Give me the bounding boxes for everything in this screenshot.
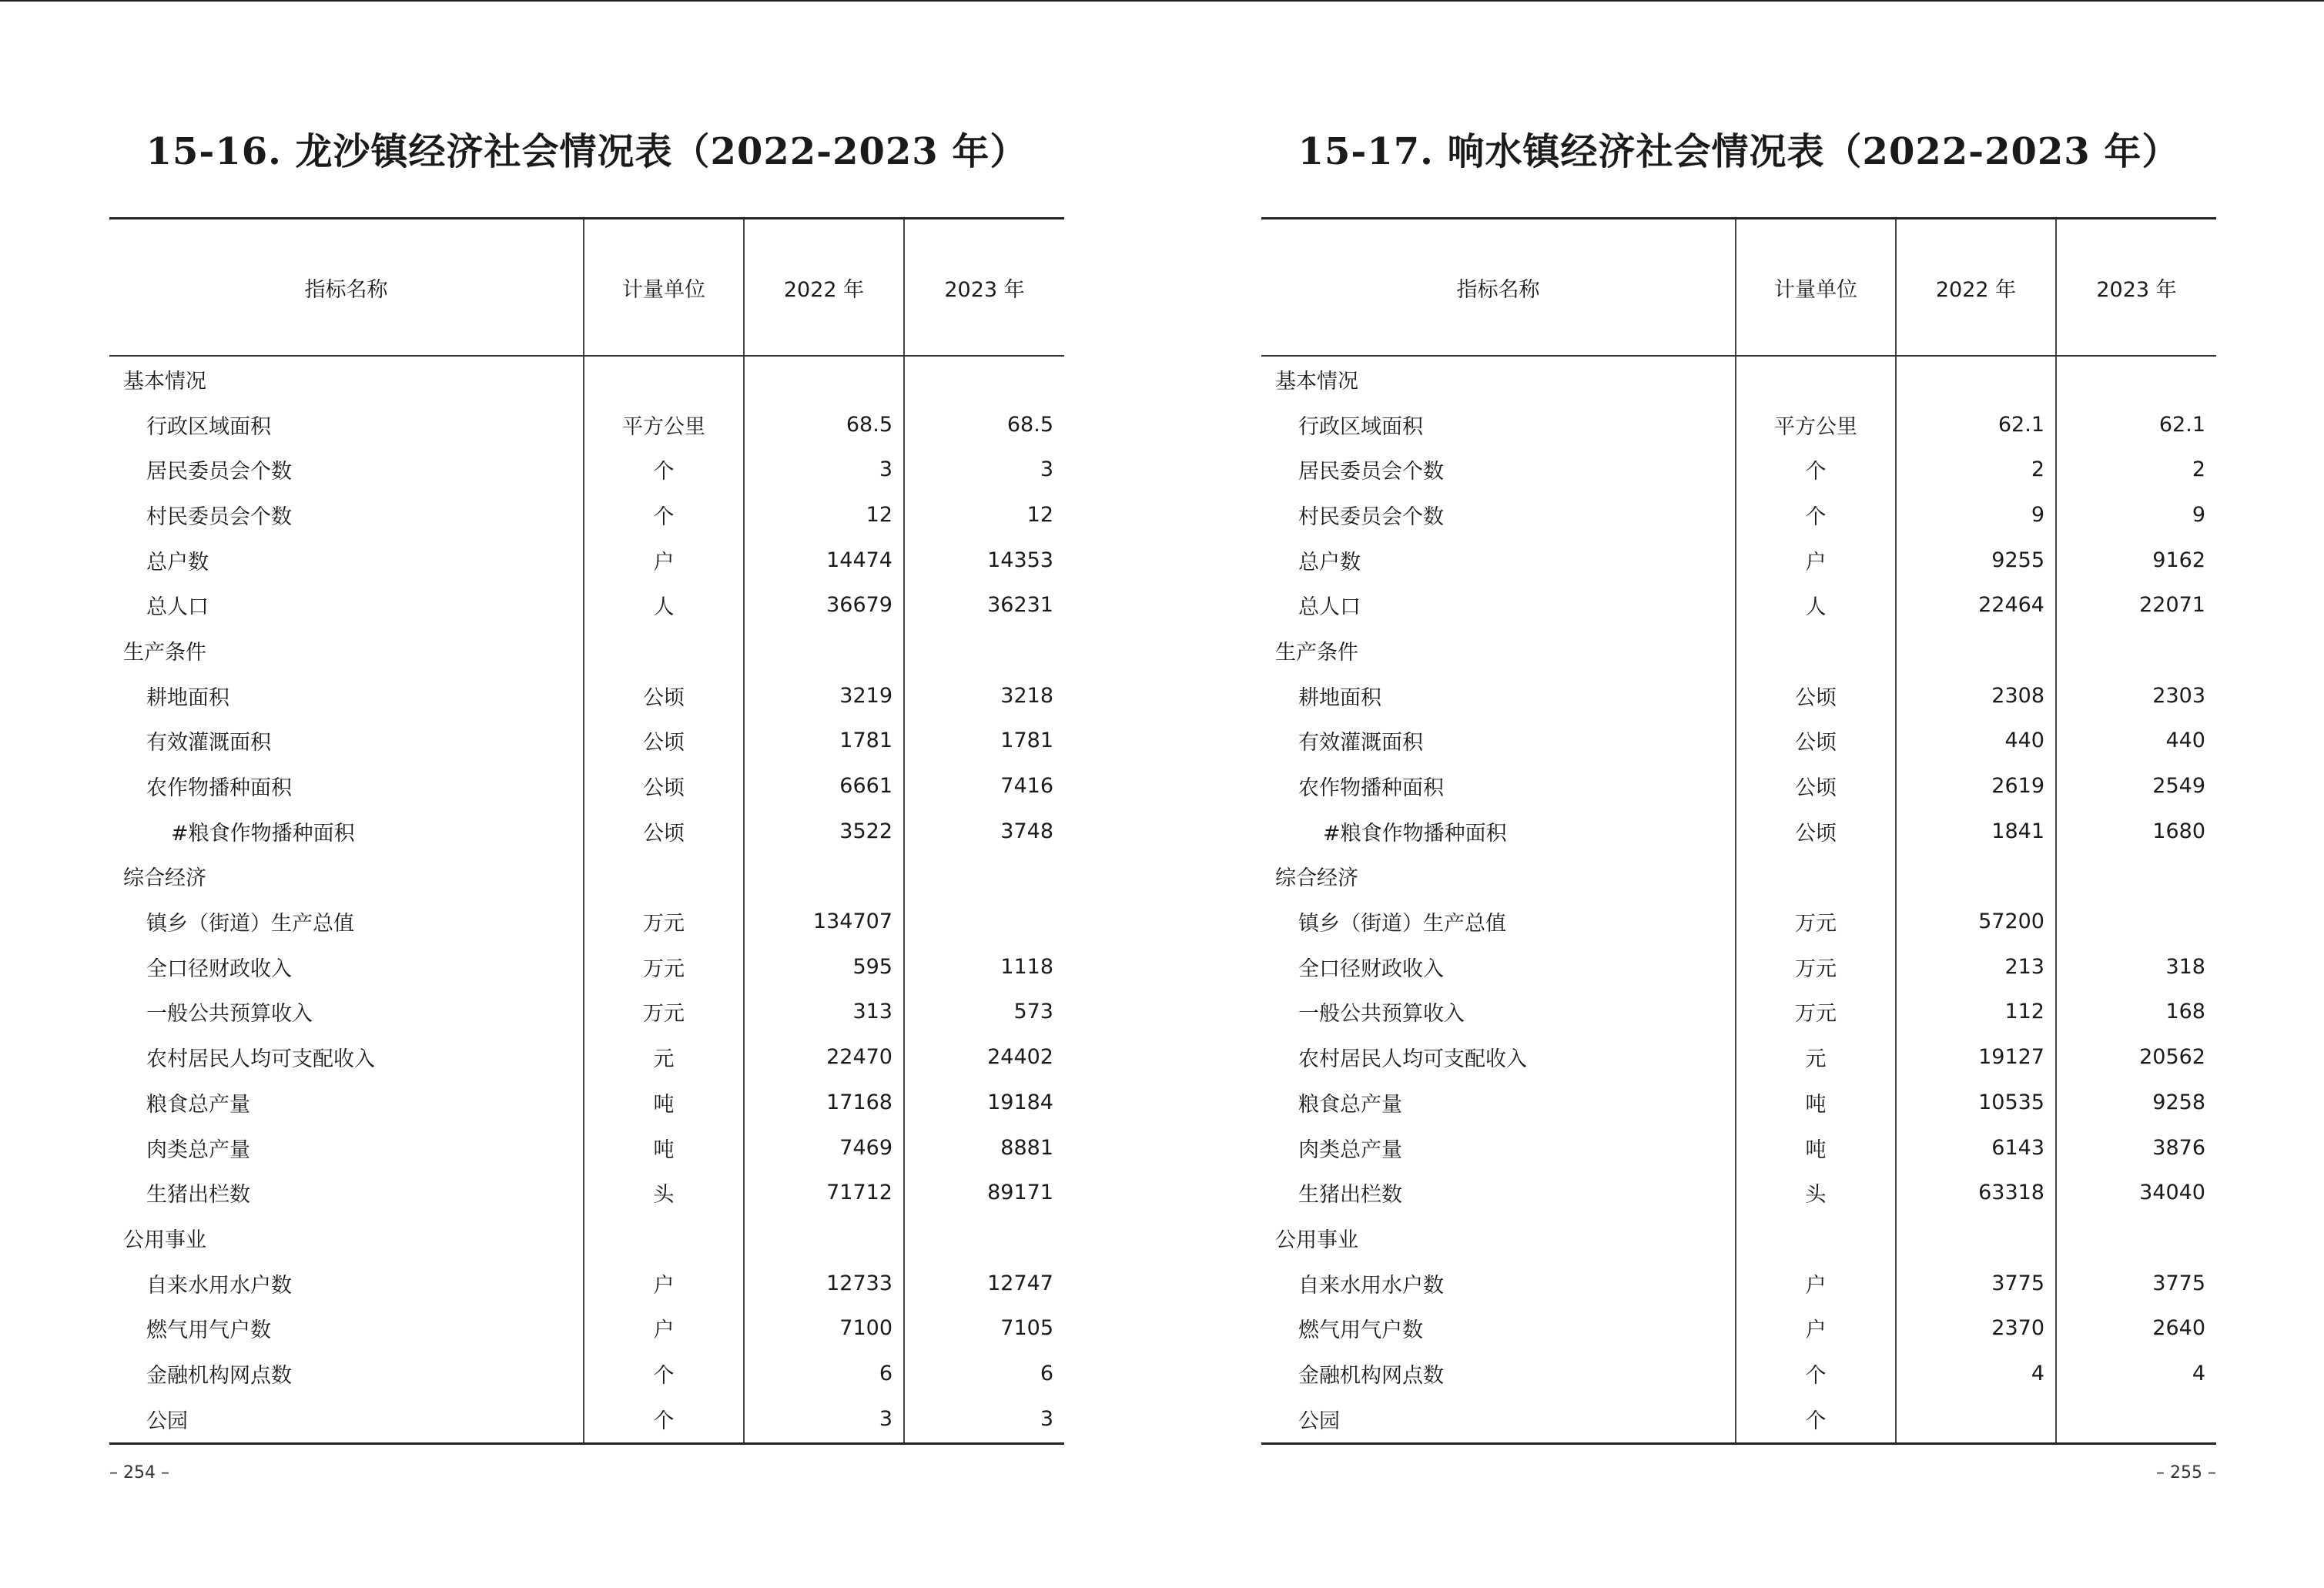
row-unit: 万元	[584, 899, 744, 944]
row-2022	[1896, 854, 2056, 900]
row-2023	[2056, 854, 2216, 900]
row-2023: 89171	[904, 1170, 1064, 1215]
table-row	[1261, 1080, 2216, 1125]
row-2022: 3219	[744, 673, 904, 719]
row-name: 基本情况	[1275, 369, 1358, 394]
table-row	[1261, 582, 2216, 628]
row-2022: 134707	[744, 899, 904, 944]
page-number: – 255 –	[2156, 1463, 2216, 1482]
row-name: 农村居民人均可支配收入	[146, 1047, 375, 1072]
row-name: 金融机构网点数	[146, 1363, 292, 1388]
row-name: 居民委员会个数	[146, 460, 292, 484]
row-2023: 2549	[2056, 763, 2216, 809]
row-2022: 9	[1896, 492, 2056, 538]
row-2022: 12733	[744, 1261, 904, 1306]
row-2022	[1896, 628, 2056, 673]
row-unit: 个	[584, 447, 744, 492]
row-2022: 14474	[744, 538, 904, 583]
table-row	[1261, 719, 2216, 764]
row-2022: 57200	[1896, 899, 2056, 944]
row-2022: 22464	[1896, 582, 2056, 628]
row-name: 行政区域面积	[146, 414, 271, 439]
row-name: 一般公共预算收入	[146, 1002, 313, 1027]
table-row	[1261, 356, 2216, 402]
row-2023: 2	[2056, 447, 2216, 492]
row-2022: 10535	[1896, 1080, 2056, 1125]
row-unit	[1736, 356, 1896, 402]
row-unit: 万元	[1736, 899, 1896, 944]
row-2023: 6	[904, 1351, 1064, 1396]
row-2022: 63318	[1896, 1170, 2056, 1215]
table-row	[109, 1080, 1064, 1125]
row-name: 自来水用水户数	[1298, 1273, 1444, 1298]
row-name: 行政区域面积	[1298, 414, 1423, 439]
row-unit: 人	[1736, 582, 1896, 628]
row-2023: 440	[2056, 719, 2216, 764]
row-unit: 户	[1736, 538, 1896, 583]
row-2023: 62.1	[2056, 402, 2216, 447]
row-2022: 9255	[1896, 538, 2056, 583]
table-row	[109, 763, 1064, 809]
table-row	[109, 1215, 1064, 1261]
row-2023: 9	[2056, 492, 2216, 538]
row-2023	[2056, 899, 2216, 944]
row-unit: 个	[1736, 1396, 1896, 1444]
table-row	[1261, 447, 2216, 492]
row-2022: 3	[744, 447, 904, 492]
row-name: 农作物播种面积	[1298, 776, 1444, 801]
row-name: 肉类总产量	[1298, 1137, 1402, 1162]
table-row	[109, 628, 1064, 673]
row-name: 公用事业	[1275, 1228, 1358, 1252]
row-unit: 个	[584, 1396, 744, 1444]
table-row	[1261, 809, 2216, 854]
table-row	[109, 854, 1064, 900]
table-row	[1261, 492, 2216, 538]
row-2022	[1896, 356, 2056, 402]
row-name: 全口径财政收入	[146, 956, 292, 981]
left-page	[109, 0, 1064, 1540]
row-2022	[744, 1215, 904, 1261]
row-2022: 3	[744, 1396, 904, 1444]
table-row	[109, 1396, 1064, 1444]
row-name: 农村居民人均可支配收入	[1298, 1047, 1527, 1072]
row-2022	[1896, 1215, 2056, 1261]
row-2022: 22470	[744, 1034, 904, 1080]
row-2023: 20562	[2056, 1034, 2216, 1080]
row-name: 一般公共预算收入	[1298, 1002, 1465, 1027]
table-row	[1261, 538, 2216, 583]
row-name: 有效灌溉面积	[146, 731, 271, 755]
header-name: 指标名称	[1261, 219, 1736, 357]
row-2023	[904, 1215, 1064, 1261]
row-unit: 户	[584, 1305, 744, 1351]
row-2023: 2640	[2056, 1305, 2216, 1351]
row-2023: 2303	[2056, 673, 2216, 719]
table-row	[109, 990, 1064, 1035]
row-name: 镇乡（街道）生产总值	[146, 912, 354, 936]
header-2023: 2023 年	[904, 219, 1064, 357]
row-unit: 户	[584, 538, 744, 583]
table-row	[1261, 1170, 2216, 1215]
row-unit: 平方公里	[584, 402, 744, 447]
row-2023: 4	[2056, 1351, 2216, 1396]
row-2023: 34040	[2056, 1170, 2216, 1215]
row-2023: 24402	[904, 1034, 1064, 1080]
header-2023: 2023 年	[2056, 219, 2216, 357]
row-2023: 68.5	[904, 402, 1064, 447]
row-name: 生产条件	[123, 640, 206, 665]
row-name: 村民委员会个数	[1298, 504, 1444, 529]
row-2022: 7100	[744, 1305, 904, 1351]
row-unit: 吨	[584, 1080, 744, 1125]
row-2022: 3775	[1896, 1261, 2056, 1306]
row-unit: 个	[1736, 447, 1896, 492]
row-2022: 4	[1896, 1351, 2056, 1396]
row-unit	[584, 854, 744, 900]
row-2023	[2056, 628, 2216, 673]
row-unit: 公顷	[584, 719, 744, 764]
row-unit: 个	[584, 1351, 744, 1396]
row-unit: 公顷	[1736, 809, 1896, 854]
row-2023: 1118	[904, 944, 1064, 990]
table-header-row	[1261, 219, 2216, 357]
row-name: 总人口	[146, 595, 209, 620]
row-unit: 公顷	[584, 809, 744, 854]
row-2023	[904, 356, 1064, 402]
row-2023	[904, 899, 1064, 944]
row-2023: 9162	[2056, 538, 2216, 583]
row-2022: 2370	[1896, 1305, 2056, 1351]
row-name: 粮食总产量	[146, 1092, 250, 1117]
row-2022: 595	[744, 944, 904, 990]
row-2022: 2619	[1896, 763, 2056, 809]
row-2022: 213	[1896, 944, 2056, 990]
row-2022: 112	[1896, 990, 2056, 1035]
row-unit: 户	[1736, 1305, 1896, 1351]
row-2023: 14353	[904, 538, 1064, 583]
row-unit: 公顷	[1736, 719, 1896, 764]
row-2023: 168	[2056, 990, 2216, 1035]
row-2022: 71712	[744, 1170, 904, 1215]
row-unit: 人	[584, 582, 744, 628]
row-unit: 头	[1736, 1170, 1896, 1215]
row-unit	[584, 628, 744, 673]
row-2023	[904, 854, 1064, 900]
row-2023	[904, 628, 1064, 673]
row-2022: 440	[1896, 719, 2056, 764]
table-row	[1261, 1261, 2216, 1306]
table-row	[1261, 763, 2216, 809]
row-name: 全口径财政收入	[1298, 956, 1444, 981]
row-unit	[1736, 628, 1896, 673]
row-name: 耕地面积	[146, 685, 229, 710]
row-name: #粮食作物播种面积	[1323, 821, 1507, 846]
table-row	[109, 1125, 1064, 1171]
row-unit: 元	[1736, 1034, 1896, 1080]
table-row	[1261, 1125, 2216, 1171]
header-unit: 计量单位	[584, 219, 744, 357]
row-2022: 1781	[744, 719, 904, 764]
row-unit: 公顷	[1736, 763, 1896, 809]
row-name: 公园	[146, 1409, 188, 1434]
row-unit: 个	[1736, 492, 1896, 538]
row-name: 总户数	[146, 550, 209, 575]
row-unit: 万元	[584, 944, 744, 990]
row-name: 公园	[1298, 1409, 1340, 1434]
table-row	[109, 447, 1064, 492]
row-2022: 1841	[1896, 809, 2056, 854]
row-2023: 12747	[904, 1261, 1064, 1306]
row-unit: 吨	[1736, 1080, 1896, 1125]
row-2022	[744, 854, 904, 900]
table-row	[1261, 673, 2216, 719]
row-unit	[1736, 1215, 1896, 1261]
row-name: 镇乡（街道）生产总值	[1298, 912, 1506, 936]
row-unit: 户	[584, 1261, 744, 1306]
table-row	[1261, 1305, 2216, 1351]
row-2023: 3218	[904, 673, 1064, 719]
right-page	[1261, 0, 2216, 1540]
row-2022: 12	[744, 492, 904, 538]
row-2022: 68.5	[744, 402, 904, 447]
table-row	[109, 673, 1064, 719]
row-unit: 公顷	[584, 763, 744, 809]
row-unit: 平方公里	[1736, 402, 1896, 447]
table-row	[1261, 854, 2216, 900]
table-row	[1261, 1351, 2216, 1396]
table-row	[109, 538, 1064, 583]
row-2022: 17168	[744, 1080, 904, 1125]
table-row	[109, 582, 1064, 628]
row-2023	[2056, 1215, 2216, 1261]
row-2022	[744, 356, 904, 402]
header-unit: 计量单位	[1736, 219, 1896, 357]
row-name: 自来水用水户数	[146, 1273, 292, 1298]
row-unit: 个	[1736, 1351, 1896, 1396]
row-unit: 万元	[1736, 944, 1896, 990]
row-unit: 公顷	[584, 673, 744, 719]
table-row	[1261, 990, 2216, 1035]
table-header-row	[109, 219, 1064, 357]
table-row	[1261, 402, 2216, 447]
row-name: 总人口	[1298, 595, 1361, 620]
row-name: 粮食总产量	[1298, 1092, 1402, 1117]
row-2022: 62.1	[1896, 402, 2056, 447]
row-name: 农作物播种面积	[146, 776, 292, 801]
row-unit: 元	[584, 1034, 744, 1080]
table-row	[109, 492, 1064, 538]
row-name: 公用事业	[123, 1228, 206, 1252]
table-row	[109, 1170, 1064, 1215]
row-2022: 7469	[744, 1125, 904, 1171]
row-name: 基本情况	[123, 369, 206, 394]
row-unit	[584, 356, 744, 402]
table-row	[109, 1034, 1064, 1080]
row-2023	[2056, 1396, 2216, 1444]
page-title: 15-17. 响水镇经济社会情况表（2022-2023 年）	[1298, 130, 2180, 173]
row-2023: 7416	[904, 763, 1064, 809]
row-unit: 吨	[584, 1125, 744, 1171]
row-unit	[1736, 854, 1896, 900]
table-row	[109, 1305, 1064, 1351]
row-2023: 12	[904, 492, 1064, 538]
table-row	[1261, 944, 2216, 990]
table-row	[1261, 1034, 2216, 1080]
row-2023: 8881	[904, 1125, 1064, 1171]
page-title: 15-16. 龙沙镇经济社会情况表（2022-2023 年）	[146, 130, 1028, 173]
row-2023: 573	[904, 990, 1064, 1035]
row-2022	[1896, 1396, 2056, 1444]
row-name: 金融机构网点数	[1298, 1363, 1444, 1388]
row-2022: 6143	[1896, 1125, 2056, 1171]
table-row	[109, 1261, 1064, 1306]
row-unit: 吨	[1736, 1125, 1896, 1171]
row-2022: 2	[1896, 447, 2056, 492]
row-2023: 7105	[904, 1305, 1064, 1351]
row-2023: 318	[2056, 944, 2216, 990]
table-row	[109, 1351, 1064, 1396]
table-row	[1261, 1396, 2216, 1444]
row-2022: 6	[744, 1351, 904, 1396]
table-row	[109, 719, 1064, 764]
row-2023: 3775	[2056, 1261, 2216, 1306]
row-2022: 6661	[744, 763, 904, 809]
row-name: 总户数	[1298, 550, 1361, 575]
row-name: 生猪出栏数	[1298, 1183, 1402, 1208]
header-2022: 2022 年	[744, 219, 904, 357]
row-name: 燃气用气户数	[1298, 1318, 1423, 1343]
row-2022: 36679	[744, 582, 904, 628]
row-unit: 户	[1736, 1261, 1896, 1306]
row-2023: 3	[904, 447, 1064, 492]
row-name: 综合经济	[1275, 866, 1358, 891]
row-name: 综合经济	[123, 866, 206, 891]
row-unit: 个	[584, 492, 744, 538]
row-name: 居民委员会个数	[1298, 460, 1444, 484]
table-row	[109, 809, 1064, 854]
row-name: 生猪出栏数	[146, 1183, 250, 1208]
table-row	[109, 944, 1064, 990]
header-name: 指标名称	[109, 219, 584, 357]
row-2023: 1680	[2056, 809, 2216, 854]
row-unit: 万元	[584, 990, 744, 1035]
row-2023: 9258	[2056, 1080, 2216, 1125]
row-2022: 2308	[1896, 673, 2056, 719]
row-unit	[584, 1215, 744, 1261]
row-name: 耕地面积	[1298, 685, 1381, 710]
row-2023: 36231	[904, 582, 1064, 628]
table-row	[109, 356, 1064, 402]
row-2022: 3522	[744, 809, 904, 854]
table-row	[1261, 628, 2216, 673]
page-number: – 254 –	[109, 1463, 169, 1482]
table-row	[1261, 1215, 2216, 1261]
row-2023: 3	[904, 1396, 1064, 1444]
row-2023	[2056, 356, 2216, 402]
row-2022: 19127	[1896, 1034, 2056, 1080]
row-name: #粮食作物播种面积	[171, 821, 355, 846]
row-2023: 3876	[2056, 1125, 2216, 1171]
row-unit: 头	[584, 1170, 744, 1215]
row-name: 生产条件	[1275, 640, 1358, 665]
row-2023: 22071	[2056, 582, 2216, 628]
row-2022	[744, 628, 904, 673]
row-name: 村民委员会个数	[146, 504, 292, 529]
row-2023: 19184	[904, 1080, 1064, 1125]
header-2022: 2022 年	[1896, 219, 2056, 357]
row-name: 有效灌溉面积	[1298, 731, 1423, 755]
data-table	[109, 217, 1064, 1445]
table-row	[109, 899, 1064, 944]
row-2022: 313	[744, 990, 904, 1035]
row-name: 燃气用气户数	[146, 1318, 271, 1343]
row-2023: 3748	[904, 809, 1064, 854]
row-name: 肉类总产量	[146, 1137, 250, 1162]
table-row	[1261, 899, 2216, 944]
row-unit: 万元	[1736, 990, 1896, 1035]
row-2023: 1781	[904, 719, 1064, 764]
table-row	[109, 402, 1064, 447]
data-table	[1261, 217, 2216, 1445]
row-unit: 公顷	[1736, 673, 1896, 719]
